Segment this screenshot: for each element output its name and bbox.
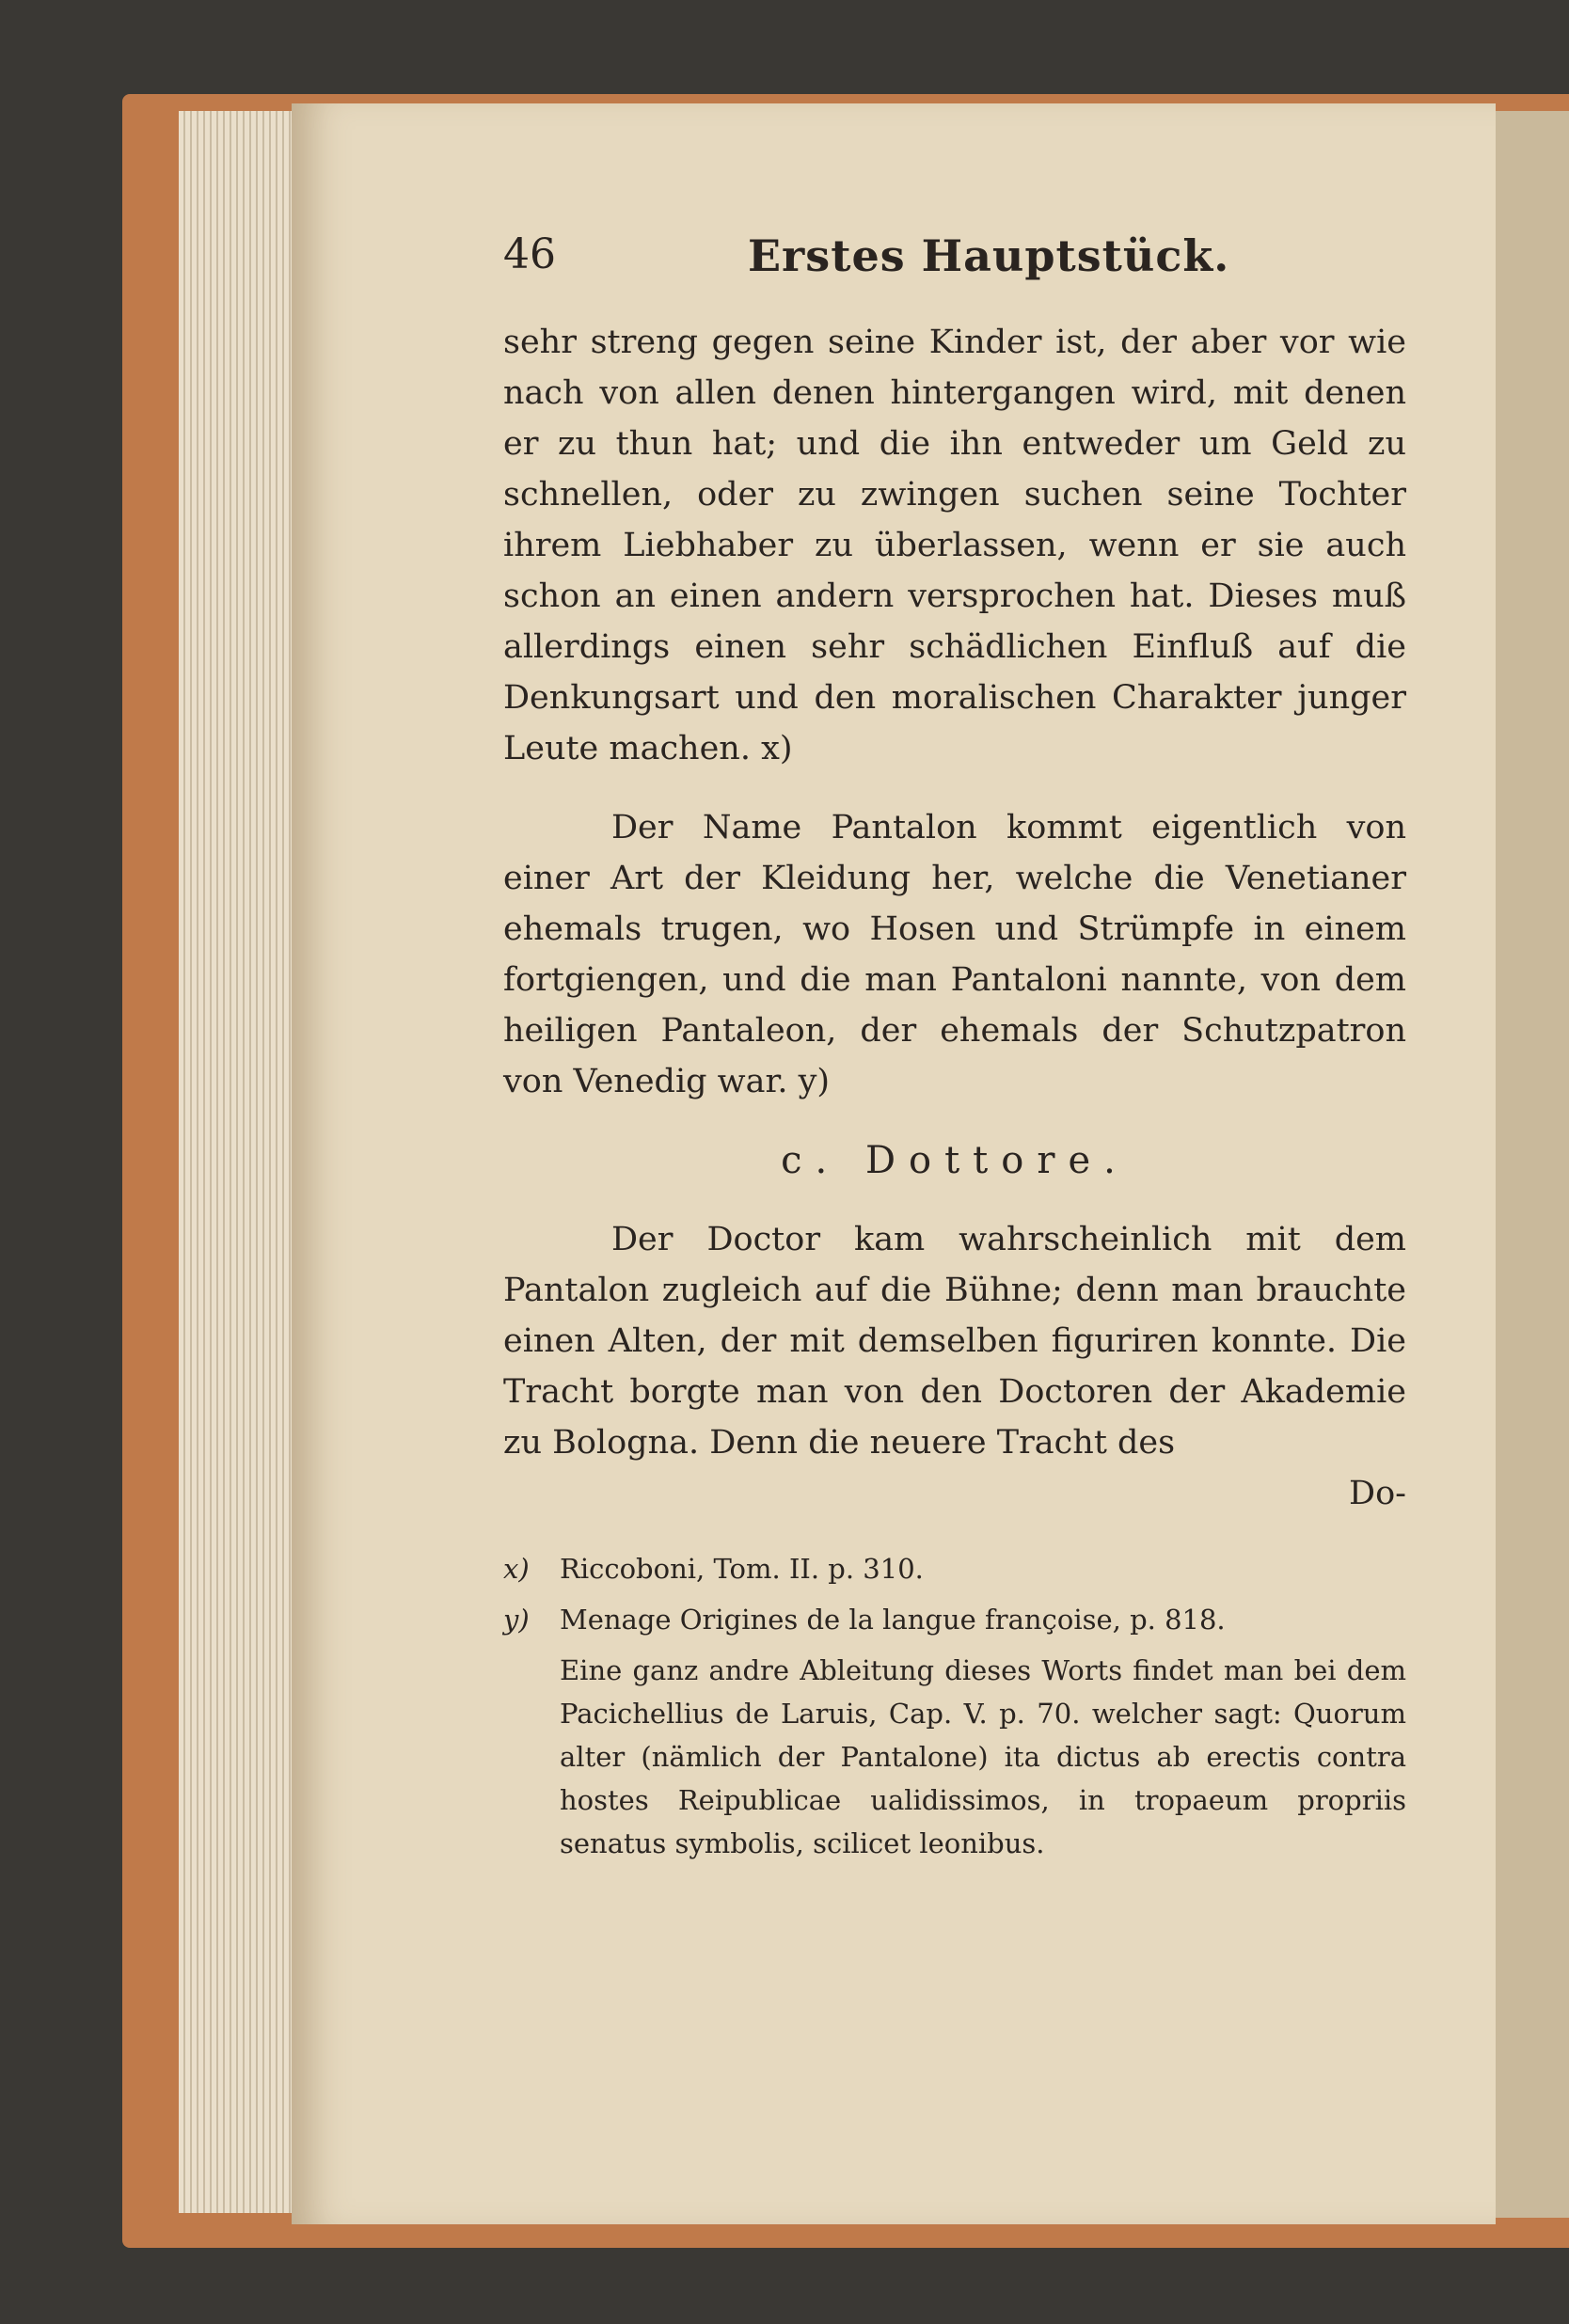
- page-number: 46: [503, 230, 556, 278]
- footnote-x: [503, 1547, 1406, 1590]
- footnote-mark: y): [503, 1604, 530, 1636]
- page-edges: [179, 111, 306, 2213]
- page-header: [503, 221, 1406, 296]
- facing-page-edge: [1496, 111, 1569, 2218]
- paragraph-2: Der Name Pantalon kommt eigentlich von einer Art der Kleidung her, welche die Venetianer ehemals trugen, wo Hosen und Strümpfe in einem fortgiengen, und die man Pantaloni nannte, von dem heiligen Pantaleon, der ehemals der Schutzpatron von Venedig war. y): [503, 809, 1406, 1100]
- catchword: Do-: [1349, 1475, 1406, 1512]
- footnote-y: [503, 1598, 1406, 1641]
- paragraph-3: Der Doctor kam wahrscheinlich mit dem Pantalon zugleich auf die Bühne; denn man brauchte einen Alten, der mit demselben figuriren konnte. Die Tracht borgte man von den Doctoren der Akademie zu Bologna. Denn die neuere Tracht des: [503, 1221, 1406, 1462]
- footnotes: [503, 1547, 1406, 1865]
- page-content: [503, 221, 1406, 1865]
- footnote-mark: x): [503, 1553, 530, 1585]
- running-head: Erstes Hauptstück.: [748, 230, 1230, 281]
- footnote-text: Riccoboni, Tom. II. p. 310.: [560, 1553, 924, 1585]
- footnote-y-continuation: Eine ganz andre Ableitung dieses Worts findet man bei dem Pacichellius de Laruis, Cap. V. p. 70. welcher sagt: Quorum alter (nämlich der Pantalone) ita dictus ab erectis contra hostes Reipublicae ualidissimos, in tropaeum propriis senatus symbolis, scilicet leonibus.: [560, 1654, 1406, 1859]
- section-title: c. Dottore.: [781, 1139, 1129, 1182]
- footnote-text: Menage Origines de la langue françoise, p. 818.: [560, 1604, 1226, 1636]
- body-text: [503, 317, 1406, 1519]
- paragraph-1: sehr streng gegen seine Kinder ist, der aber vor wie nach von allen denen hintergangen wird, mit denen er zu thun hat; und die ihn entweder um Geld zu schnellen, oder zu zwingen suchen seine Tochter ihrem Liebhaber zu überlassen, wenn er sie auch schon an einen andern versprochen hat. Dieses muß allerdings einen sehr schädlichen Einfluß auf die Denkungsart und den moralischen Charakter junger Leute machen. x): [503, 324, 1406, 767]
